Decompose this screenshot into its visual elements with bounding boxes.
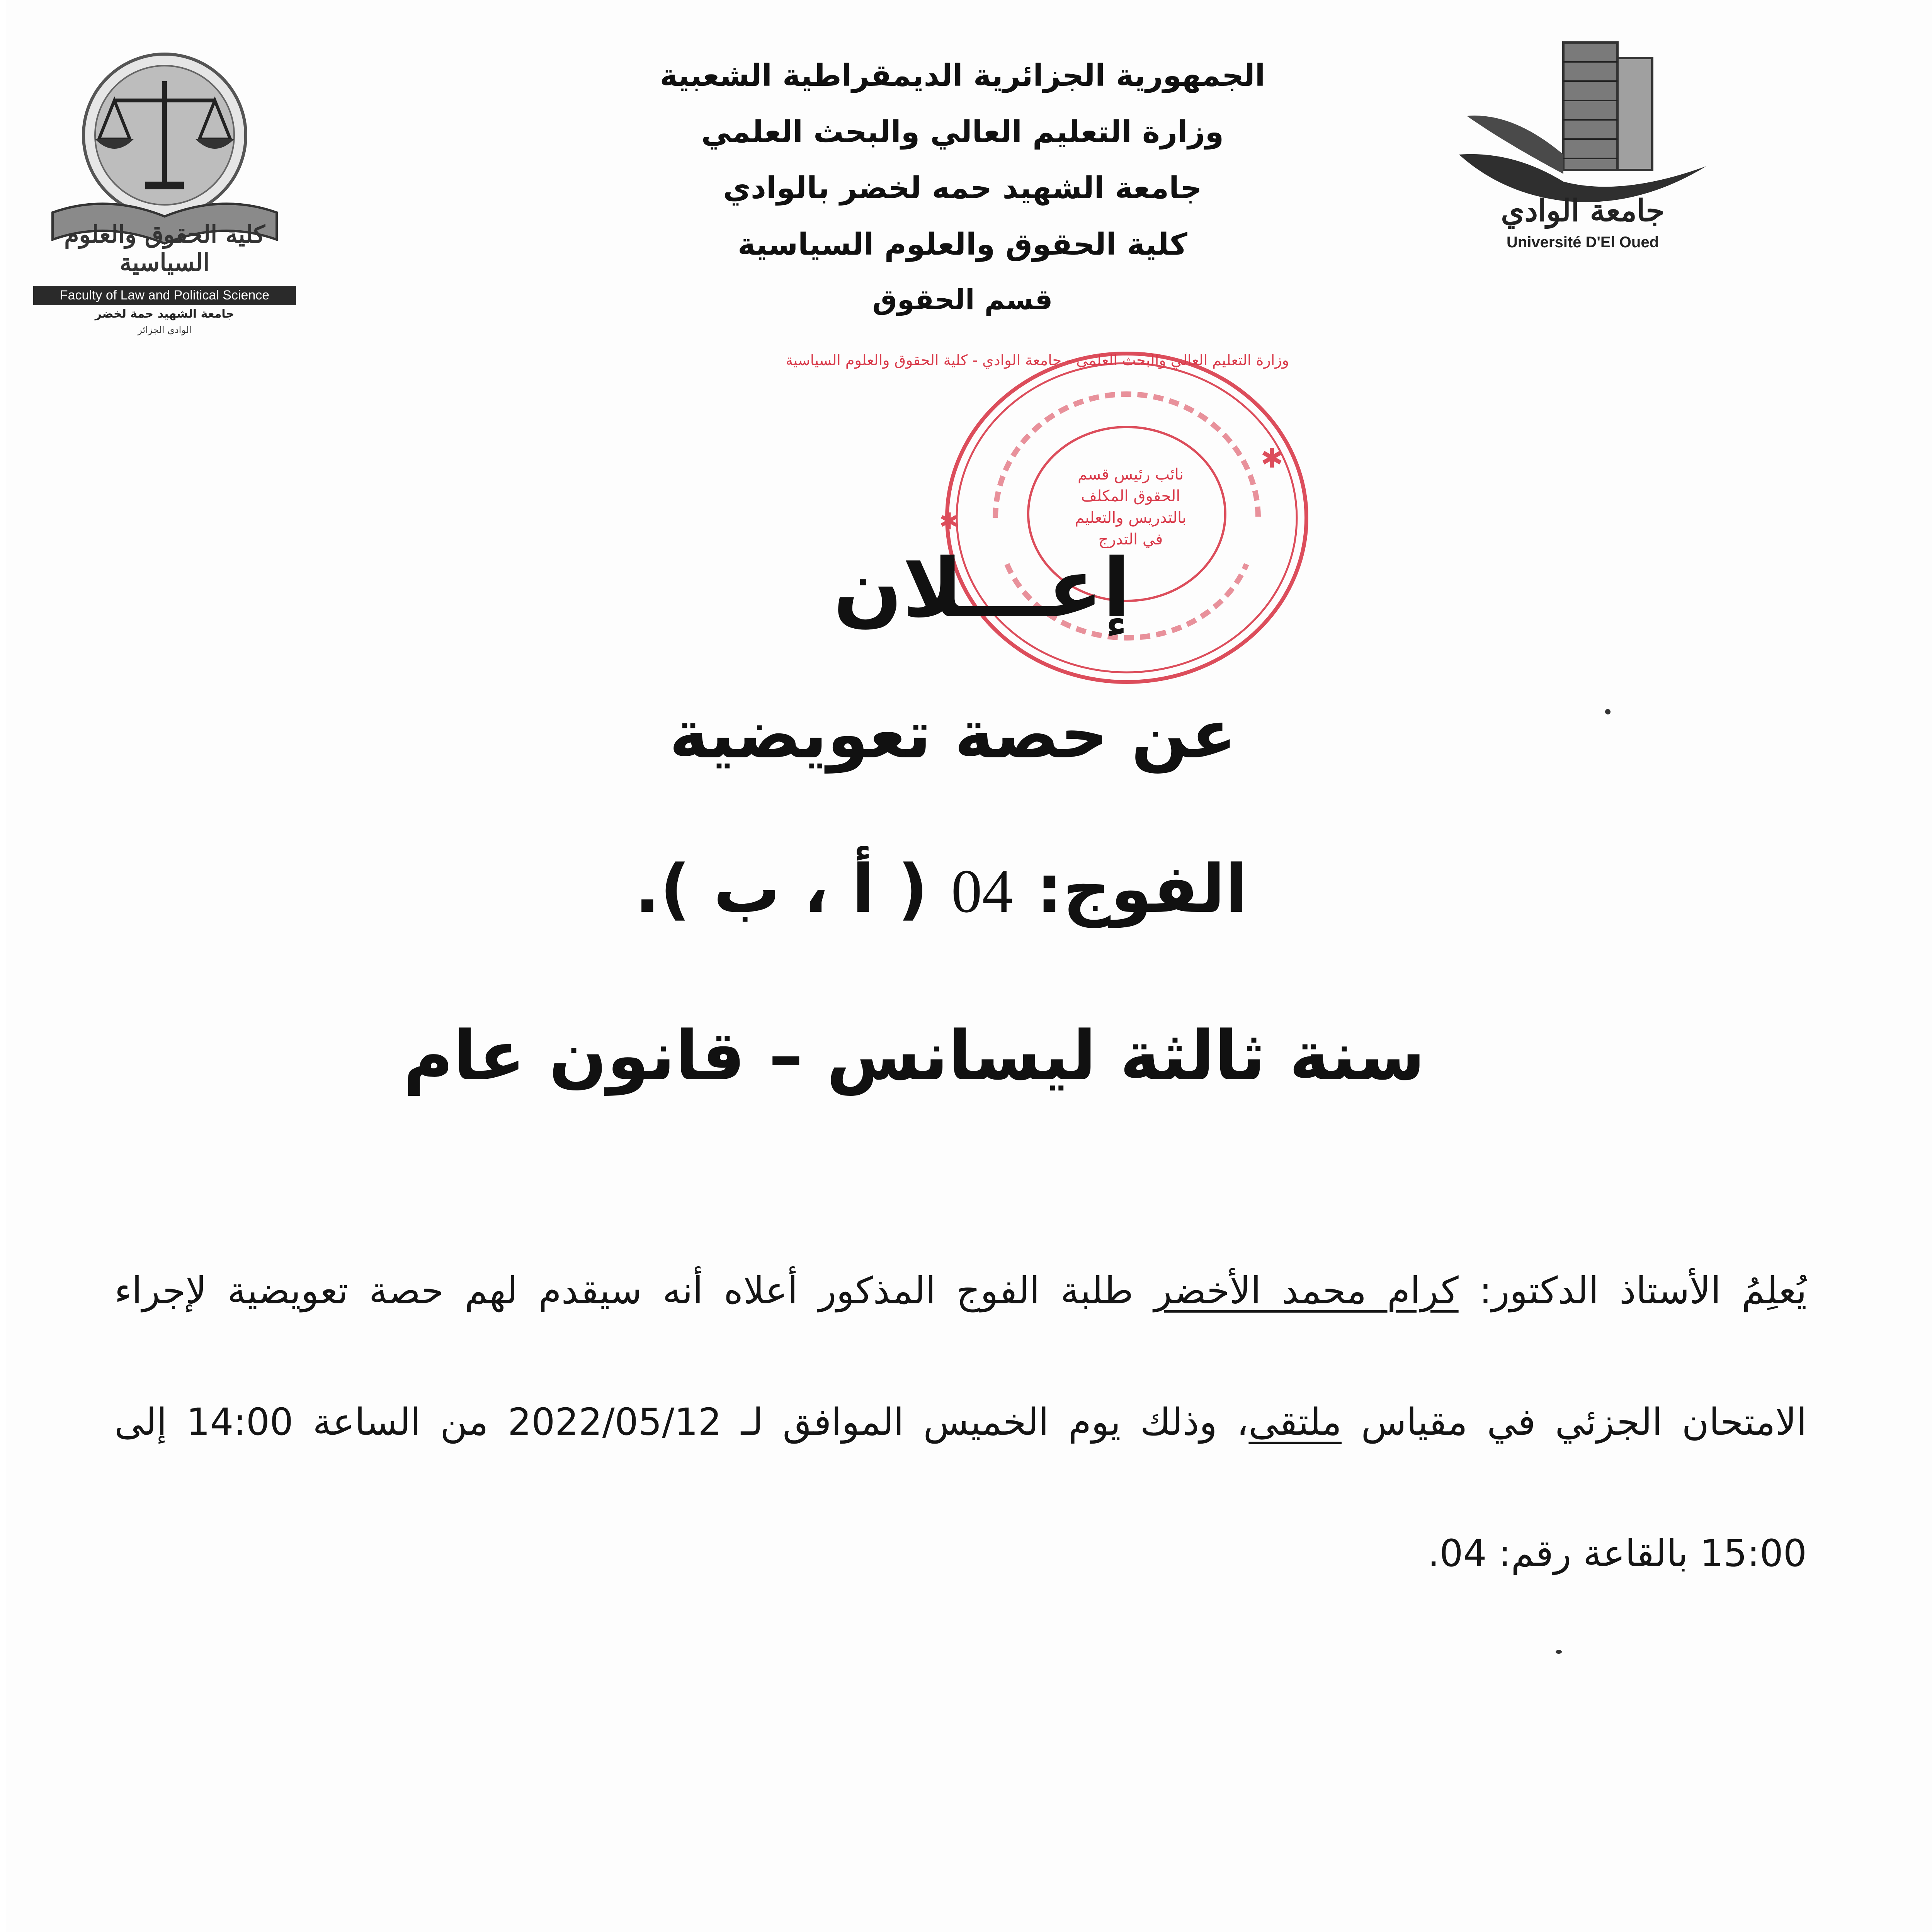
ministry-name: وزارة التعليم العالي والبحث العلمي xyxy=(701,114,1224,150)
announcement-title: إعـــلان xyxy=(833,541,1131,636)
group-line xyxy=(22,850,1861,928)
subject-name: ملتقى xyxy=(1248,1400,1342,1444)
faculty-logo-english-name: Faculty of Law and Political Science xyxy=(60,288,270,303)
svg-text:✱: ✱ xyxy=(939,508,959,535)
faculty-logo-caption: جامعة الشهيد حمة لخضر xyxy=(95,307,235,321)
stamp-ring-text: وزارة التعليم العالي والبحث العلمي - جامعة الوادي - كلية الحقوق والعلوم السياسية xyxy=(786,352,1289,369)
republic-name: الجمهورية الجزائرية الديمقراطية الشعبية xyxy=(660,58,1265,93)
stamp-center-text xyxy=(1053,464,1208,550)
body-end: ، وذلك يوم الخميس الموافق لـ 2022/05/12 من الساعة 14:00 إلى 15:00 بالقاعة رقم: 04. xyxy=(114,1400,1807,1575)
svg-text:✱: ✱ xyxy=(1260,442,1283,474)
stamp-line: الحقوق المكلف xyxy=(1081,487,1180,505)
university-name: جامعة الشهيد حمه لخضر بالوادي xyxy=(723,171,1202,206)
faculty-logo-arabic-name: كلية الحقوق والعلوم السياسية xyxy=(64,220,265,277)
stamp-line: بالتدريس والتعليم xyxy=(1075,509,1187,527)
document-header xyxy=(451,58,1475,337)
professor-name: كرام محمد الأخضر xyxy=(1154,1269,1459,1312)
study-year-title: سنة ثالثة ليسانس – قانون عام xyxy=(403,1016,1425,1095)
announcement-subtitle: عن حصة تعويضية xyxy=(669,696,1236,773)
faculty-name: كلية الحقوق والعلوم السياسية xyxy=(738,227,1187,262)
stamp-line: نائب رئيس قسم xyxy=(1077,466,1184,483)
announcement-body xyxy=(114,1225,1807,1619)
group-number: 04 xyxy=(951,857,1013,925)
university-logo-arabic-name: جامعة الوادي xyxy=(1501,193,1665,228)
body-middle: طلبة الفوج المذكور أعلاه أنه سيقدم لهم حصة تعويضية لإجراء الامتحان الجزئي في مقياس xyxy=(114,1269,1807,1444)
faculty-logo-caption-2: الوادي الجزائر xyxy=(138,325,192,335)
stamp-line: في التدرج xyxy=(1098,531,1163,548)
university-logo-french-name: Université D'El Oued xyxy=(1506,234,1659,251)
group-label: الفوج: xyxy=(1036,850,1248,928)
department-name: قسم الحقوق xyxy=(872,283,1053,316)
scan-speck xyxy=(1556,1650,1562,1654)
group-sections: ( أ ، ب ). xyxy=(634,850,928,928)
scan-speck xyxy=(1605,709,1611,714)
body-intro: يُعلِمُ الأستاذ الدكتور: xyxy=(1458,1269,1807,1312)
